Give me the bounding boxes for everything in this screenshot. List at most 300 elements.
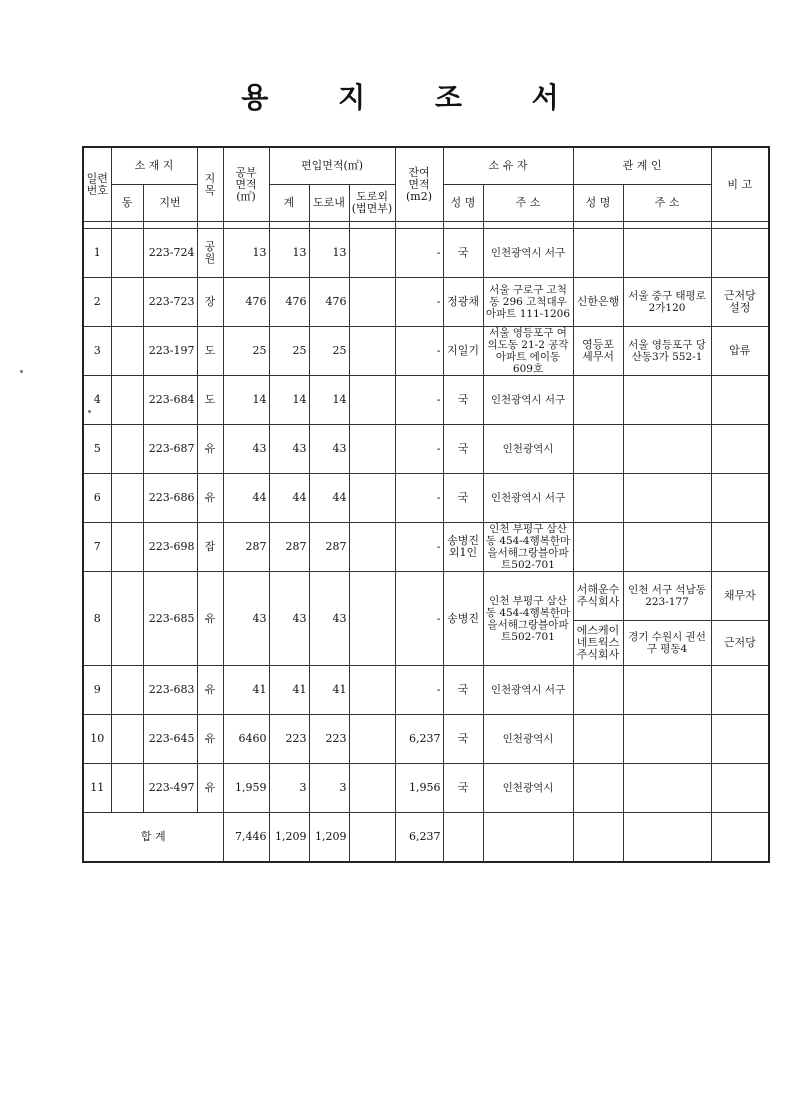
total-label <box>83 813 223 863</box>
row-no-text: 5 <box>93 442 101 455</box>
row-inc-total <box>269 666 309 715</box>
row-rel-addr-text: 서울 중구 태평로2가120 <box>628 290 706 314</box>
row-owner-addr-text: 인천광역시 서구 <box>490 684 566 696</box>
row-official-area-text: 476 <box>245 295 267 308</box>
row-owner-name-text: 국 <box>457 246 469 259</box>
row-dong <box>111 229 143 278</box>
row-category <box>197 474 223 523</box>
row-owner-addr <box>483 715 573 764</box>
row-dong <box>111 425 143 474</box>
row-owner-name-text: 국 <box>457 683 469 696</box>
row-inc-total-text: 44 <box>292 491 307 504</box>
row-category <box>197 425 223 474</box>
row-remark <box>711 572 769 621</box>
row-rel-addr <box>623 278 711 327</box>
row-inc-road-in-text: 3 <box>339 781 347 794</box>
row-remark <box>711 666 769 715</box>
row-inc-road-in-text: 41 <box>332 683 347 696</box>
row-remaining <box>395 327 443 376</box>
row-inc-total <box>269 715 309 764</box>
row-no-text: 11 <box>90 781 105 794</box>
header-owner: 소 유 자 <box>443 147 573 185</box>
row-official-area-text: 25 <box>252 344 267 357</box>
row-category-text: 도 <box>204 393 216 406</box>
row-rel-name-text: 서해운수 주식회사 <box>576 583 620 608</box>
row-inc-total <box>269 764 309 813</box>
row-lot-text: 223-724 <box>148 246 195 259</box>
page-title: 용 지 조 서 <box>241 81 589 114</box>
row-remark <box>711 327 769 376</box>
row-lot-text: 223-698 <box>148 540 195 553</box>
row-rel-name <box>573 523 623 572</box>
row-inc-total <box>269 523 309 572</box>
row-owner-addr-text: 서울 영등포구 여의도동 21-2 공작아파트 에이동 609호 <box>487 327 569 375</box>
row-remaining-text: - <box>436 683 441 696</box>
row-remark-text: 근저당 설정 <box>723 289 756 314</box>
row-category-text: 장 <box>204 295 216 308</box>
row-dong <box>111 278 143 327</box>
row-lot-text: 223-497 <box>148 781 195 794</box>
row-no <box>83 229 111 278</box>
row-owner-name <box>443 278 483 327</box>
row-official-area-text: 41 <box>252 683 267 696</box>
row-owner-name-text: 송병진 <box>447 611 479 625</box>
table-row <box>83 278 769 327</box>
row-no <box>83 278 111 327</box>
row-inc-road-in <box>309 278 349 327</box>
header-remarks: 비 고 <box>711 147 769 222</box>
row-inc-road-out <box>349 278 395 327</box>
row-lot-text: 223-687 <box>148 442 195 455</box>
row-rel-addr <box>623 572 711 621</box>
row-no <box>83 425 111 474</box>
header-dong: 동 <box>111 185 143 222</box>
row-inc-road-out <box>349 572 395 666</box>
row-remark <box>711 474 769 523</box>
row-category <box>197 715 223 764</box>
row-owner-name <box>443 425 483 474</box>
row-no-text: 1 <box>93 246 101 259</box>
row-owner-addr <box>483 425 573 474</box>
row-rel-addr <box>623 523 711 572</box>
row-inc-total <box>269 425 309 474</box>
row-rel-name <box>573 229 623 278</box>
header-owner-name: 성 명 <box>443 185 483 222</box>
header-lot: 지번 <box>143 185 197 222</box>
row-no <box>83 666 111 715</box>
row-owner-name-text: 송병진 외1인 <box>447 534 479 559</box>
row-category <box>197 764 223 813</box>
table-row <box>83 666 769 715</box>
total-inc-road-in-text: 1,209 <box>315 830 347 843</box>
row-no <box>83 523 111 572</box>
row-lot-text: 223-685 <box>148 611 195 625</box>
row-no <box>83 764 111 813</box>
row-remark <box>711 523 769 572</box>
total-owner-addr <box>483 813 573 863</box>
row-category <box>197 278 223 327</box>
row-rel-name-text: 신한은행 <box>576 295 620 308</box>
row-remaining-text: - <box>436 246 441 259</box>
row-rel-name <box>573 327 623 376</box>
row-lot <box>143 425 197 474</box>
row-rel-name <box>573 474 623 523</box>
row-rel-addr <box>623 327 711 376</box>
row-rel-addr <box>623 229 711 278</box>
total-inc-road-in <box>309 813 349 863</box>
row-inc-road-out <box>349 666 395 715</box>
row-official-area <box>223 278 269 327</box>
row-inc-total-text: 476 <box>285 295 307 308</box>
row-owner-name-text: 지일기 <box>447 344 479 357</box>
row-inc-road-in <box>309 764 349 813</box>
row-inc-road-in-text: 43 <box>332 611 347 625</box>
row-remaining <box>395 666 443 715</box>
row-lot <box>143 666 197 715</box>
row-remark <box>711 229 769 278</box>
row-remark <box>711 764 769 813</box>
row-remaining <box>395 229 443 278</box>
row-rel-name <box>573 621 623 666</box>
row-no-text: 3 <box>93 344 101 357</box>
row-dong <box>111 474 143 523</box>
total-inc-total <box>269 813 309 863</box>
row-category-text: 유 <box>204 491 216 504</box>
row-official-area <box>223 666 269 715</box>
table-row <box>83 523 769 572</box>
total-row <box>83 813 769 863</box>
row-inc-total-text: 14 <box>292 393 307 406</box>
header-serial: 일련 번호 <box>83 147 111 222</box>
row-owner-name <box>443 764 483 813</box>
row-remaining-text: - <box>436 442 441 455</box>
header-official-area: 공부 면적 (㎡) <box>223 147 269 222</box>
header-related: 관 계 인 <box>573 147 711 185</box>
header-owner-addr: 주 소 <box>483 185 573 222</box>
row-dong <box>111 523 143 572</box>
row-rel-addr <box>623 425 711 474</box>
total-owner-name <box>443 813 483 863</box>
row-lot <box>143 474 197 523</box>
row-official-area-text: 1,959 <box>235 781 267 794</box>
header-location: 소 재 지 <box>111 147 197 185</box>
row-category <box>197 376 223 425</box>
total-official-area <box>223 813 269 863</box>
row-inc-total-text: 25 <box>292 344 307 357</box>
row-rel-name-text: 에스케이 네트웍스 주식회사 <box>576 624 620 661</box>
row-rel-addr-text: 경기 수원시 권선구 평동4 <box>628 631 706 655</box>
row-lot <box>143 523 197 572</box>
total-inc-total-text: 1,209 <box>275 830 307 843</box>
row-remaining <box>395 425 443 474</box>
row-lot <box>143 327 197 376</box>
row-inc-total-text: 43 <box>292 442 307 455</box>
row-owner-name <box>443 327 483 376</box>
row-inc-total <box>269 474 309 523</box>
row-category <box>197 666 223 715</box>
row-no <box>83 572 111 666</box>
row-owner-name-text: 정광채 <box>447 295 479 308</box>
row-inc-total-text: 43 <box>292 611 307 625</box>
row-inc-road-in-text: 13 <box>332 246 347 259</box>
header-inc-road-out: 도로외 (법면부) <box>349 185 395 222</box>
row-owner-name <box>443 523 483 572</box>
row-rel-addr <box>623 474 711 523</box>
row-inc-total-text: 3 <box>299 781 307 794</box>
row-inc-total <box>269 572 309 666</box>
row-owner-addr <box>483 572 573 666</box>
row-remaining <box>395 764 443 813</box>
row-category-text: 도 <box>204 344 216 357</box>
row-dong <box>111 764 143 813</box>
row-official-area <box>223 425 269 474</box>
row-owner-addr-text: 인천 부평구 삼산동 454-4행복한마을서해그랑블아파트502-701 <box>485 594 571 643</box>
row-owner-addr-text: 인천광역시 서구 <box>490 492 566 504</box>
row-owner-addr <box>483 666 573 715</box>
row-dong <box>111 572 143 666</box>
row-owner-addr <box>483 327 573 376</box>
header-category: 지 목 <box>197 147 223 222</box>
row-remaining <box>395 474 443 523</box>
row-inc-road-in-text: 25 <box>332 344 347 357</box>
row-category-text: 유 <box>204 442 216 455</box>
row-owner-addr <box>483 229 573 278</box>
row-no <box>83 376 111 425</box>
row-owner-addr <box>483 523 573 572</box>
row-inc-road-out <box>349 764 395 813</box>
table-row <box>83 715 769 764</box>
row-official-area-text: 43 <box>252 442 267 455</box>
row-remark <box>711 621 769 666</box>
row-category-text: 공원 <box>204 240 216 265</box>
row-lot-text: 223-684 <box>148 393 195 406</box>
row-inc-road-in-text: 476 <box>325 295 347 308</box>
row-lot <box>143 229 197 278</box>
row-rel-name-text: 영등포 세무서 <box>582 338 614 363</box>
land-survey-table <box>82 146 770 863</box>
row-category-text: 유 <box>204 781 216 794</box>
row-category <box>197 523 223 572</box>
row-owner-addr-text: 인천광역시 서구 <box>490 247 566 259</box>
row-official-area <box>223 572 269 666</box>
row-official-area <box>223 715 269 764</box>
row-inc-road-in <box>309 572 349 666</box>
header-inc-road-in: 도로내 <box>309 185 349 222</box>
row-inc-total <box>269 376 309 425</box>
row-no-text: 6 <box>93 491 101 504</box>
row-inc-road-in-text: 44 <box>332 491 347 504</box>
row-owner-addr-text: 인천광역시 서구 <box>490 394 566 406</box>
table-row <box>83 229 769 278</box>
row-inc-total-text: 223 <box>285 732 307 745</box>
row-no <box>83 715 111 764</box>
row-inc-total-text: 287 <box>285 540 307 553</box>
row-official-area <box>223 764 269 813</box>
row-rel-addr <box>623 376 711 425</box>
row-inc-road-in <box>309 523 349 572</box>
row-inc-road-in-text: 223 <box>325 732 347 745</box>
row-remaining-text: - <box>436 393 441 406</box>
row-owner-addr <box>483 278 573 327</box>
table-row <box>83 327 769 376</box>
row-remaining-text: - <box>436 344 441 357</box>
row-inc-total <box>269 278 309 327</box>
row-dong <box>111 666 143 715</box>
total-remaining-text: 6,237 <box>409 830 441 843</box>
row-owner-addr-text: 서울 구로구 고척동 296 고척대우아파트 111-1206 <box>485 284 571 320</box>
header-incorporated-area: 편입면적(㎡) <box>269 147 395 185</box>
row-rel-addr-text: 인천 서구 석남동 223-177 <box>628 584 706 608</box>
header-rel-addr: 주 소 <box>623 185 711 222</box>
row-dong <box>111 376 143 425</box>
row-rel-name <box>573 715 623 764</box>
row-no-text: 9 <box>93 683 101 696</box>
row-rel-addr <box>623 621 711 666</box>
row-lot <box>143 278 197 327</box>
row-owner-name <box>443 474 483 523</box>
row-official-area <box>223 229 269 278</box>
row-remark <box>711 425 769 474</box>
row-owner-addr-text: 인천 부평구 삼산동 454-4행복한마을서해그랑블아파트502-701 <box>485 523 571 571</box>
row-lot <box>143 715 197 764</box>
row-no-text: 10 <box>90 732 105 745</box>
total-remaining <box>395 813 443 863</box>
row-rel-name <box>573 376 623 425</box>
row-owner-name-text: 국 <box>457 393 469 406</box>
row-owner-name <box>443 715 483 764</box>
row-inc-road-out <box>349 376 395 425</box>
row-lot <box>143 572 197 666</box>
row-lot <box>143 764 197 813</box>
row-owner-addr-text: 인천광역시 <box>502 443 554 455</box>
row-remark-text: 압류 <box>729 344 751 357</box>
row-no-text: 7 <box>93 540 101 553</box>
header-rel-name: 성 명 <box>573 185 623 222</box>
row-official-area-text: 13 <box>252 246 267 259</box>
row-rel-addr <box>623 715 711 764</box>
row-rel-addr-text: 서울 영등포구 당산동3가 552-1 <box>628 339 706 363</box>
row-lot-text: 223-645 <box>148 732 195 745</box>
row-owner-addr <box>483 376 573 425</box>
row-category-text: 유 <box>204 683 216 696</box>
row-remark <box>711 278 769 327</box>
row-lot <box>143 376 197 425</box>
row-rel-addr <box>623 666 711 715</box>
row-official-area-text: 6460 <box>238 732 267 745</box>
row-official-area <box>223 523 269 572</box>
table-row <box>83 764 769 813</box>
row-dong <box>111 715 143 764</box>
row-official-area-text: 43 <box>252 611 267 625</box>
row-rel-name <box>573 278 623 327</box>
row-inc-road-out <box>349 327 395 376</box>
row-owner-addr <box>483 474 573 523</box>
row-inc-road-out <box>349 523 395 572</box>
row-remaining <box>395 523 443 572</box>
row-remaining-text: 1,956 <box>409 781 441 794</box>
row-inc-road-in <box>309 229 349 278</box>
row-owner-name <box>443 666 483 715</box>
row-remaining-text: - <box>436 491 441 504</box>
row-remaining <box>395 715 443 764</box>
row-inc-road-out <box>349 474 395 523</box>
row-dong <box>111 327 143 376</box>
row-rel-addr <box>623 764 711 813</box>
row-inc-road-in <box>309 666 349 715</box>
row-lot-text: 223-683 <box>148 683 195 696</box>
row-inc-total <box>269 327 309 376</box>
total-rel-addr <box>623 813 711 863</box>
row-inc-road-in-text: 14 <box>332 393 347 406</box>
row-official-area-text: 287 <box>245 540 267 553</box>
row-official-area-text: 44 <box>252 491 267 504</box>
row-owner-name-text: 국 <box>457 781 469 794</box>
total-remark <box>711 813 769 863</box>
total-official-area-text: 7,446 <box>235 830 267 843</box>
row-rel-name <box>573 425 623 474</box>
row-owner-name <box>443 572 483 666</box>
row-owner-name <box>443 229 483 278</box>
row-official-area <box>223 474 269 523</box>
row-remark <box>711 715 769 764</box>
row-inc-road-out <box>349 425 395 474</box>
row-owner-name-text: 국 <box>457 732 469 745</box>
row-official-area-text: 14 <box>252 393 267 406</box>
row-inc-road-in <box>309 474 349 523</box>
row-lot-text: 223-723 <box>148 295 195 308</box>
row-owner-addr-text: 인천광역시 <box>502 782 554 794</box>
row-remaining <box>395 572 443 666</box>
row-official-area <box>223 376 269 425</box>
row-remaining-text: 6,237 <box>409 732 441 745</box>
row-no <box>83 474 111 523</box>
row-inc-road-out <box>349 229 395 278</box>
row-remark-text: 채무자 <box>723 589 756 602</box>
row-no-text: 2 <box>93 295 101 308</box>
row-remaining-text: - <box>436 295 441 308</box>
row-no <box>83 327 111 376</box>
row-inc-total-text: 13 <box>292 246 307 259</box>
table-row <box>83 474 769 523</box>
row-rel-name <box>573 666 623 715</box>
table-row <box>83 425 769 474</box>
total-inc-road-out <box>349 813 395 863</box>
row-inc-road-in <box>309 425 349 474</box>
row-no-text: 8 <box>93 611 101 625</box>
row-owner-name-text: 국 <box>457 491 469 504</box>
table-row <box>83 376 769 425</box>
row-inc-road-in <box>309 376 349 425</box>
row-remark-text: 근저당 <box>723 636 756 649</box>
table-row <box>83 572 769 621</box>
row-rel-name <box>573 764 623 813</box>
header-remaining-area: 잔여 면적 (m2) <box>395 147 443 222</box>
row-inc-road-in <box>309 715 349 764</box>
row-category-text: 유 <box>204 611 216 625</box>
header-inc-total: 계 <box>269 185 309 222</box>
row-category <box>197 229 223 278</box>
row-category <box>197 327 223 376</box>
row-inc-road-in-text: 287 <box>325 540 347 553</box>
row-inc-total <box>269 229 309 278</box>
row-lot-text: 223-197 <box>148 344 195 357</box>
row-owner-name-text: 국 <box>457 442 469 455</box>
row-remaining-text: - <box>436 540 441 553</box>
total-label-text: 합 계 <box>140 830 166 843</box>
row-no-text: 4 <box>93 393 101 406</box>
row-remaining <box>395 376 443 425</box>
row-inc-total-text: 41 <box>292 683 307 696</box>
